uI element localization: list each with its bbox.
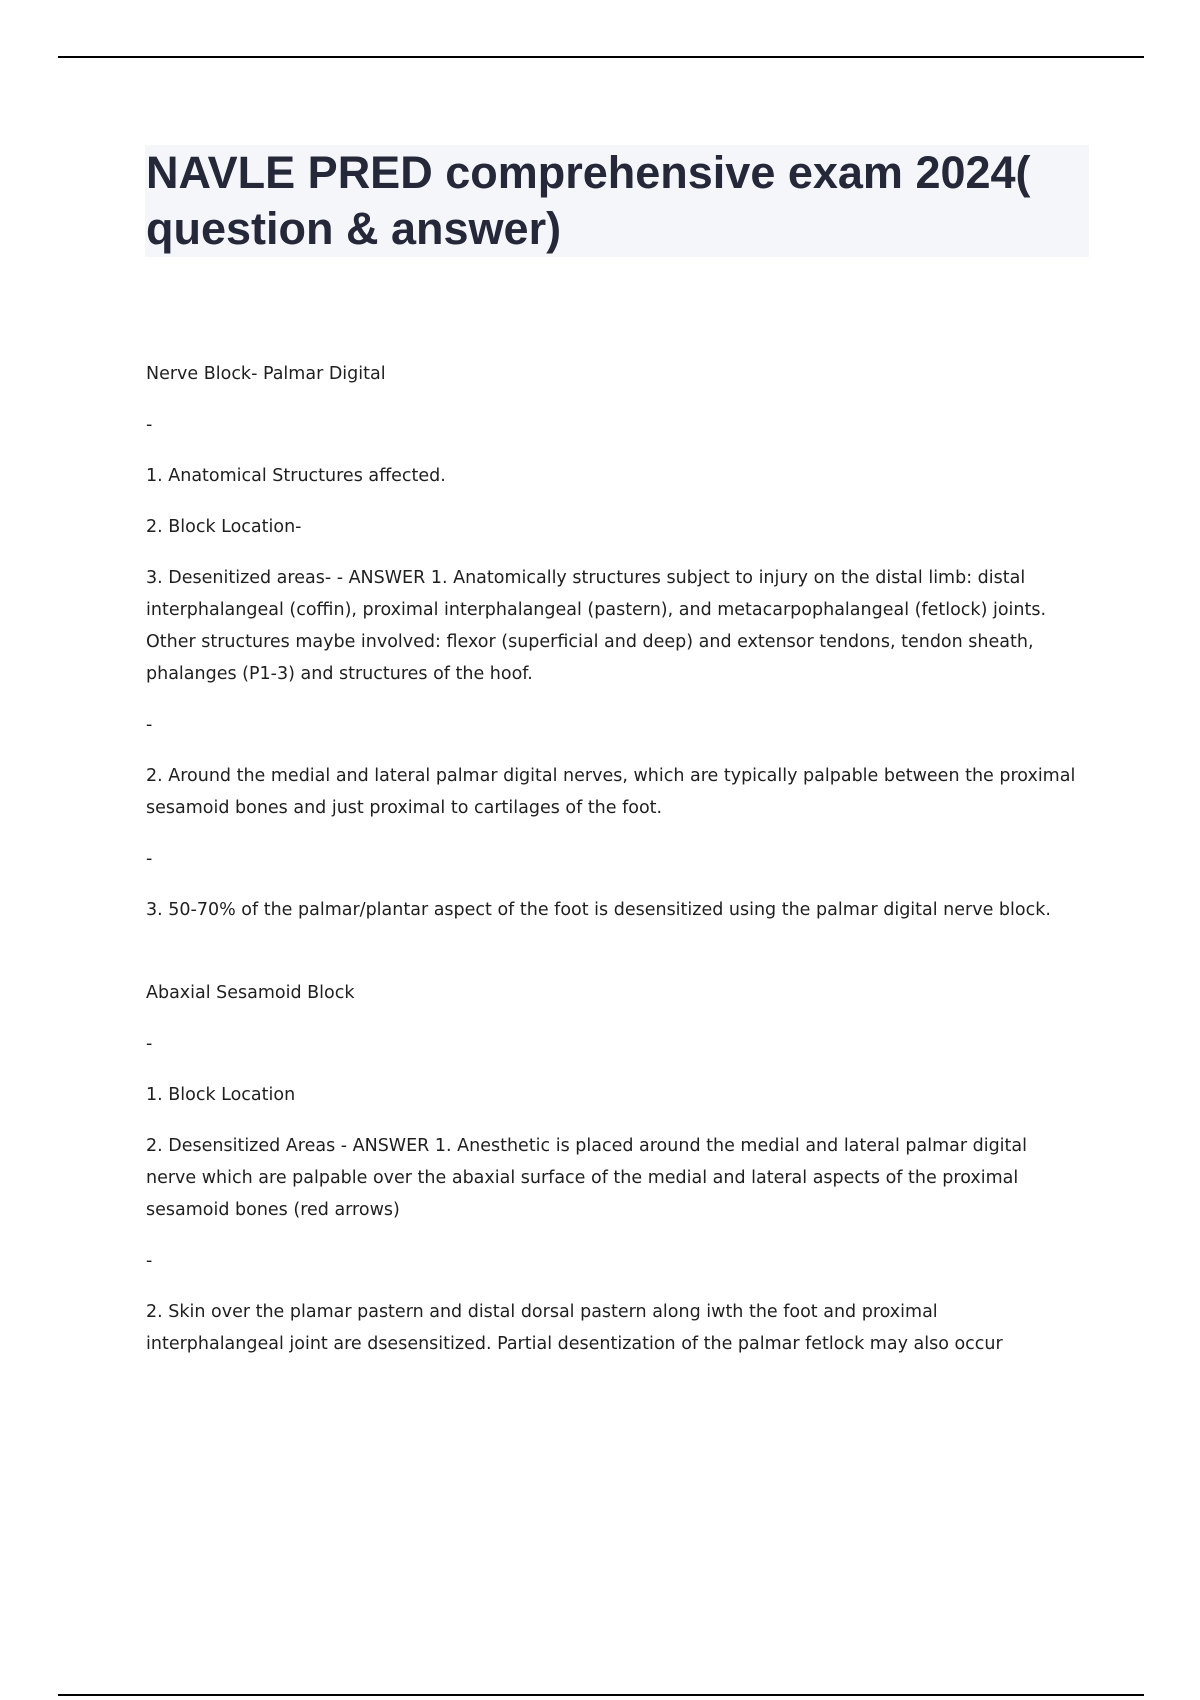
separator-dash: - bbox=[146, 715, 153, 735]
section-heading: Abaxial Sesamoid Block bbox=[146, 983, 355, 1003]
answer-paragraph: 2. Skin over the plamar pastern and distal dorsal pastern along iwth the foot and proximal interphalangeal joint are dsesensitized. Partial desentization of the palmar fetlock may also occur bbox=[146, 1302, 1003, 1354]
section-heading: Nerve Block- Palmar Digital bbox=[146, 364, 386, 384]
top-rule bbox=[58, 56, 1144, 58]
section-palmar-digital bbox=[146, 358, 1076, 926]
answer-paragraph: 3. 50-70% of the palmar/plantar aspect of the foot is desensitized using the palmar digital nerve block. bbox=[146, 900, 1051, 920]
document-title: NAVLE PRED comprehensive exam 2024( question & answer) bbox=[146, 147, 1031, 254]
separator-dash: - bbox=[146, 415, 153, 435]
answer-paragraph: 2. Desensitized Areas - ANSWER 1. Anesthetic is placed around the medial and lateral palmar digital nerve which are palpable over the abaxial surface of the medial and lateral aspects of the proximal sesamoid bones (red arrows) bbox=[146, 1136, 1027, 1220]
question-line: 2. Block Location- bbox=[146, 517, 302, 537]
question-line: 1. Anatomical Structures affected. bbox=[146, 466, 446, 486]
document-body bbox=[146, 358, 1076, 1379]
question-line: 1. Block Location bbox=[146, 1085, 296, 1105]
section-abaxial-sesamoid bbox=[146, 977, 1076, 1360]
separator-dash: - bbox=[146, 1034, 153, 1054]
answer-paragraph: 2. Around the medial and lateral palmar digital nerves, which are typically palpable between the proximal sesamoid bones and just proximal to cartilages of the foot. bbox=[146, 766, 1076, 818]
bottom-rule bbox=[58, 1694, 1144, 1696]
separator-dash: - bbox=[146, 1251, 153, 1271]
separator-dash: - bbox=[146, 849, 153, 869]
answer-paragraph: 3. Desenitized areas- - ANSWER 1. Anatomically structures subject to injury on the distal limb: distal interphalangeal (coffin), proximal interphalangeal (pastern), and metacarpophalangeal (fetlock) joints. Other structures maybe involved: flexor (superficial and deep) and extensor tendons, tendon sheath, phalanges (P1-3) and structures of the hoof. bbox=[146, 568, 1047, 684]
